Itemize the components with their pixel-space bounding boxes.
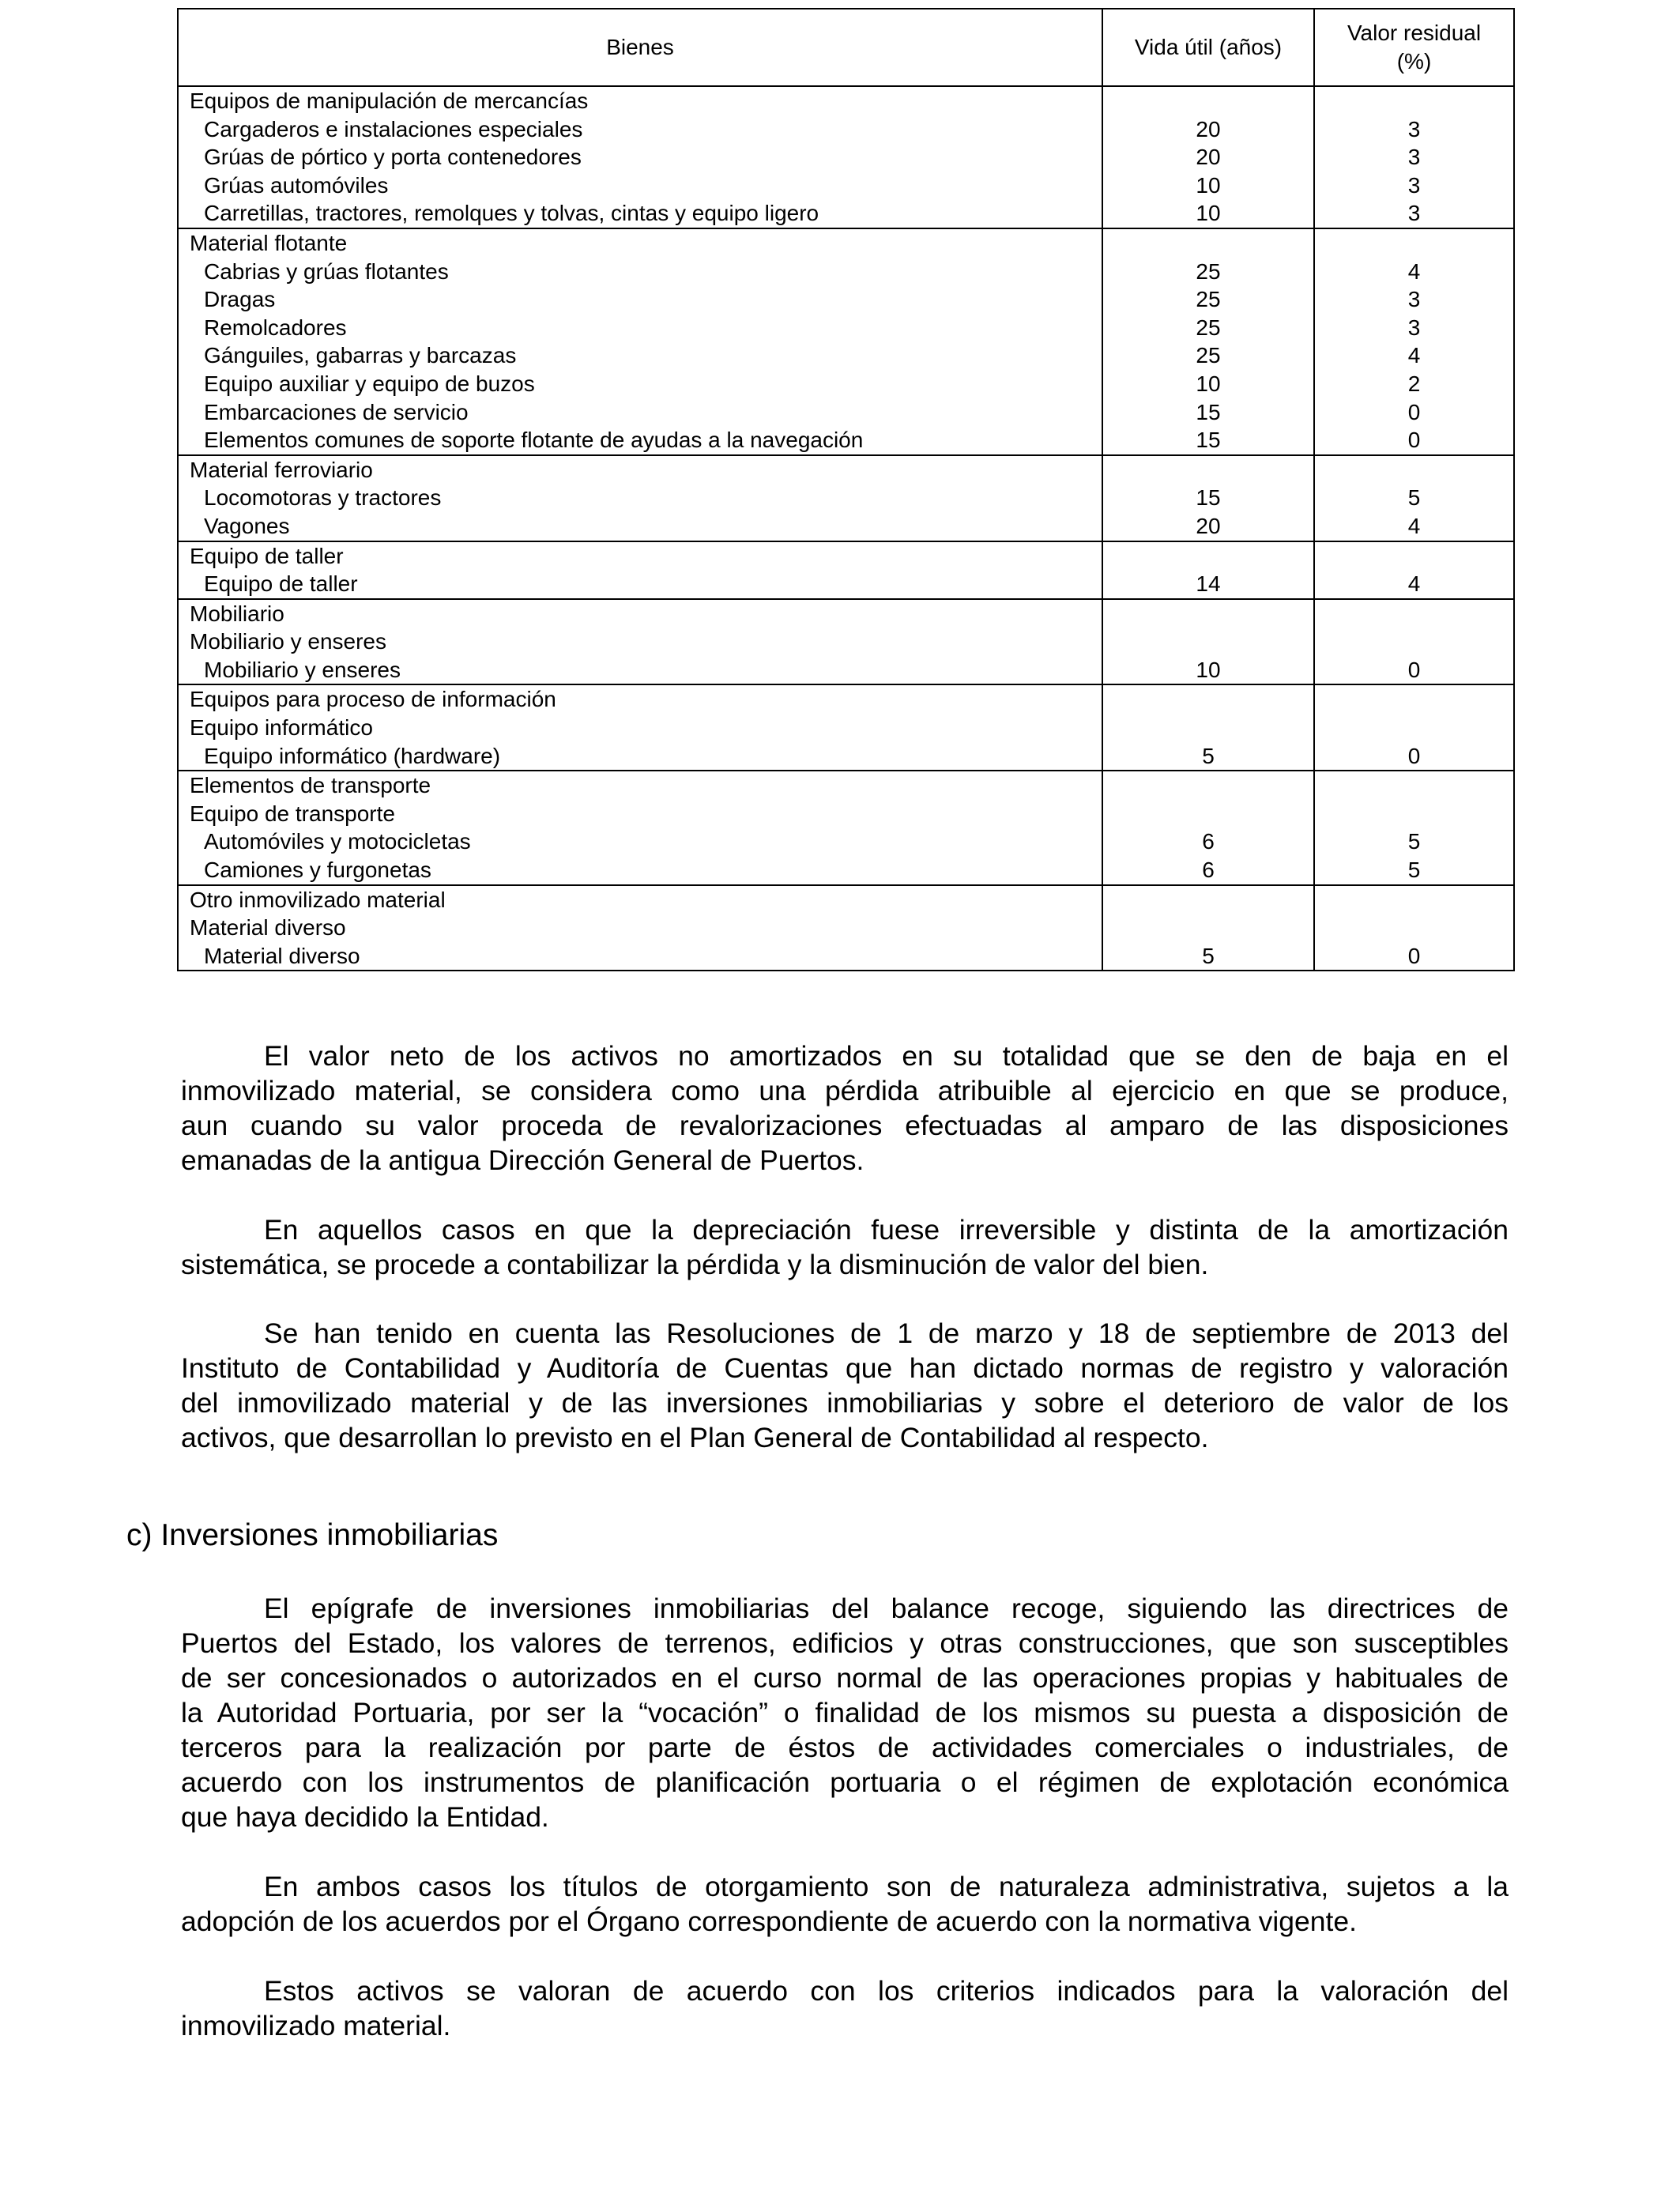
valor-residual-value: 4 [1407,513,1421,538]
valor-residual-value: 4 [1407,343,1421,368]
table-row [178,885,1514,971]
asset-category: Equipo de transporte [190,801,395,826]
paragraph-line: acuerdo con los instrumentos de planificación portuaria o el régimen de explotación económica [181,1766,1509,1798]
cell-vida-util [1102,541,1314,599]
asset-item: Mobiliario y enseres [204,657,401,682]
valor-residual-value: 3 [1407,145,1421,170]
paragraph-line: Instituto de Contabilidad y Auditoría de Cuentas que han dictado normas de registro y valoración [181,1352,1509,1384]
depreciation-table [177,8,1515,971]
paragraph-line: que haya decidido la Entidad. [181,1801,549,1833]
paragraph-line: la Autoridad Portuaria, por ser la “vocación” o finalidad de los mismos su puesta a disposición de [181,1697,1509,1728]
table-row [178,599,1514,685]
paragraph-line: En ambos casos los títulos de otorgamiento son de naturaleza administrativa, sujetos a la [264,1871,1509,1902]
cell-valor-residual [1314,599,1514,685]
asset-item: Equipo auxiliar y equipo de buzos [204,371,535,396]
cell-vida-util [1102,455,1314,541]
asset-item: Automóviles y motocicletas [204,829,471,854]
valor-residual-value: 0 [1407,743,1421,768]
vida-util-value: 15 [1196,485,1221,511]
valor-residual-value: 0 [1407,428,1421,453]
vida-util-value: 20 [1196,116,1221,141]
valor-residual-value [1315,628,1513,656]
cell-valor-residual [1314,86,1514,228]
paragraph-line: emanadas de la antigua Dirección General de Puertos. [181,1144,864,1176]
cell-vida-util [1102,771,1314,884]
paragraph-line: del inmovilizado material y de las inversiones inmobiliarias y sobre el deterioro de valor de los [181,1387,1509,1419]
cell-bienes [178,599,1102,685]
vida-util-value: 5 [1202,743,1215,768]
asset-category: Equipo de taller [190,543,344,568]
paragraph-line: El epígrafe de inversiones inmobiliarias del balance recoge, siguiendo las directrices de [264,1593,1509,1624]
vida-util-value: 25 [1196,343,1221,368]
vida-util-value: 20 [1196,145,1221,170]
table-row [178,541,1514,599]
vida-util-value: 25 [1196,315,1221,340]
asset-item: Cargaderos e instalaciones especiales [204,116,583,141]
valor-residual-value: 2 [1407,371,1421,396]
paragraph-line: En aquellos casos en que la depreciación fuese irreversible y distinta de la amortización [264,1214,1509,1246]
paragraph-line: inmovilizado material. [181,2010,451,2041]
vida-util-value [1103,800,1313,828]
valor-residual-value: 0 [1407,943,1421,968]
asset-category: Material diverso [190,915,346,941]
valor-residual-value [1315,685,1513,714]
asset-item: Locomotoras y tractores [204,485,442,511]
asset-category: Mobiliario [190,601,284,626]
valor-residual-value: 4 [1407,258,1421,284]
valor-residual-value: 3 [1407,116,1421,141]
table-row [178,684,1514,771]
valor-residual-value: 3 [1407,201,1421,226]
cell-bienes [178,885,1102,971]
cell-bienes [178,771,1102,884]
vida-util-value: 15 [1196,399,1221,424]
vida-util-value: 15 [1196,428,1221,453]
vida-util-value [1103,456,1313,484]
vida-util-value [1103,542,1313,571]
cell-bienes [178,455,1102,541]
asset-item: Material diverso [204,943,360,968]
paragraph-line: Estos activos se valoran de acuerdo con los criterios indicados para la valoración del [264,1975,1509,2007]
table-row [178,455,1514,541]
valor-residual-value: 5 [1407,829,1421,854]
vida-util-value [1103,628,1313,656]
asset-category: Equipo informático [190,715,373,741]
vida-util-value: 25 [1196,258,1221,284]
vida-util-value: 10 [1196,371,1221,396]
valor-residual-value [1315,456,1513,484]
paragraph-line: inmovilizado material, se considera como una pérdida atribuible al ejercicio en que se produce, [181,1075,1509,1106]
vida-util-value [1103,914,1313,942]
asset-item: Camiones y furgonetas [204,858,431,883]
valor-residual-value: 4 [1407,571,1421,597]
paragraph [181,1039,1509,1178]
valor-residual-value [1315,542,1513,571]
vida-util-value: 14 [1196,571,1221,597]
paragraph-line: sistemática, se procede a contabilizar la pérdida y la disminución de valor del bien. [181,1249,1209,1280]
vida-util-value [1103,685,1313,714]
header-valor-residual [1314,9,1514,86]
table-body [178,86,1514,971]
cell-vida-util [1102,599,1314,685]
table-row [178,228,1514,455]
vida-util-value: 5 [1202,943,1215,968]
cell-valor-residual [1314,885,1514,971]
paragraph-line: de ser concesionados o autorizados en el curso normal de las operaciones propias y habituales de [181,1662,1509,1694]
cell-vida-util [1102,86,1314,228]
cell-valor-residual [1314,228,1514,455]
valor-residual-value: 3 [1407,287,1421,312]
vida-util-value: 10 [1196,172,1221,198]
vida-util-value: 10 [1196,657,1221,682]
cell-valor-residual [1314,541,1514,599]
valor-residual-value [1315,600,1513,628]
asset-item: Vagones [204,513,290,538]
table-row [178,771,1514,884]
paragraph-line: terceros para la realización por parte de éstos de actividades comerciales o industriales, de [181,1732,1509,1763]
valor-residual-value: 0 [1407,399,1421,424]
asset-category: Mobiliario y enseres [190,629,386,654]
asset-item: Remolcadores [204,315,347,340]
vida-util-value [1103,714,1313,742]
cell-valor-residual [1314,771,1514,884]
asset-item: Equipo de taller [204,571,358,597]
valor-residual-value [1315,800,1513,828]
vida-util-value: 20 [1196,513,1221,538]
cell-vida-util [1102,684,1314,771]
cell-bienes [178,228,1102,455]
paragraph-line: Puertos del Estado, los valores de terrenos, edificios y otras construcciones, que son susceptibles [181,1627,1509,1659]
vida-util-value [1103,87,1313,115]
valor-residual-value [1315,771,1513,800]
asset-item: Cabrias y grúas flotantes [204,258,449,284]
asset-category: Material ferroviario [190,457,373,482]
asset-item: Equipo informático (hardware) [204,743,501,768]
cell-bienes [178,541,1102,599]
table-header-row [178,9,1514,86]
header-vida-util: Vida útil (años) [1102,9,1314,86]
paragraph-line: aun cuando su valor proceda de revalorizaciones efectuadas al amparo de las disposiciones [181,1110,1509,1141]
valor-residual-value: 5 [1407,485,1421,511]
header-valor-residual-line2: (%) [1396,49,1432,74]
asset-item: Grúas automóviles [204,172,389,198]
asset-item: Gánguiles, gabarras y barcazas [204,343,517,368]
asset-item: Dragas [204,287,276,312]
valor-residual-value [1315,914,1513,942]
vida-util-value [1103,886,1313,914]
cell-vida-util [1102,228,1314,455]
cell-bienes [178,86,1102,228]
asset-item: Elementos comunes de soporte flotante de ayudas a la navegación [204,428,864,453]
vida-util-value [1103,771,1313,800]
valor-residual-value: 0 [1407,657,1421,682]
valor-residual-value: 3 [1407,315,1421,340]
header-bienes: Bienes [178,9,1102,86]
paragraph [181,1973,1509,2043]
table-row [178,86,1514,228]
valor-residual-value [1315,886,1513,914]
vida-util-value: 25 [1196,287,1221,312]
paragraph-line: Se han tenido en cuenta las Resoluciones de 1 de marzo y 18 de septiembre de 2013 del [264,1318,1509,1349]
cell-valor-residual [1314,455,1514,541]
asset-category: Otro inmovilizado material [190,887,446,912]
asset-category: Material flotante [190,230,348,255]
vida-util-value: 6 [1202,829,1215,854]
valor-residual-value [1315,714,1513,742]
paragraph-line: activos, que desarrollan lo previsto en el Plan General de Contabilidad al respecto. [181,1422,1209,1453]
valor-residual-value [1315,229,1513,258]
vida-util-value [1103,600,1313,628]
vida-util-value [1103,229,1313,258]
header-valor-residual-line1: Valor residual [1347,21,1482,45]
cell-bienes [178,684,1102,771]
paragraph [181,1316,1509,1455]
section-c-heading: c) Inversiones inmobiliarias [126,1518,499,1552]
asset-category: Equipos para proceso de información [190,687,556,712]
valor-residual-value [1315,87,1513,115]
paragraph-line: El valor neto de los activos no amortizados en su totalidad que se den de baja en el [264,1040,1509,1072]
cell-vida-util [1102,885,1314,971]
asset-category: Equipos de manipulación de mercancías [190,89,589,113]
asset-category: Elementos de transporte [190,773,431,798]
vida-util-value: 6 [1202,858,1215,883]
vida-util-value: 10 [1196,201,1221,226]
paragraph [181,1212,1509,1282]
asset-item: Embarcaciones de servicio [204,399,469,424]
asset-item: Grúas de pórtico y porta contenedores [204,145,582,170]
asset-item: Carretillas, tractores, remolques y tolvas, cintas y equipo ligero [204,201,819,226]
paragraph-line: adopción de los acuerdos por el Órgano correspondiente de acuerdo con la normativa vigente. [181,1906,1358,1937]
cell-valor-residual [1314,684,1514,771]
paragraph [181,1869,1509,1939]
valor-residual-value: 3 [1407,172,1421,198]
valor-residual-value: 5 [1407,858,1421,883]
paragraph [181,1591,1509,1834]
